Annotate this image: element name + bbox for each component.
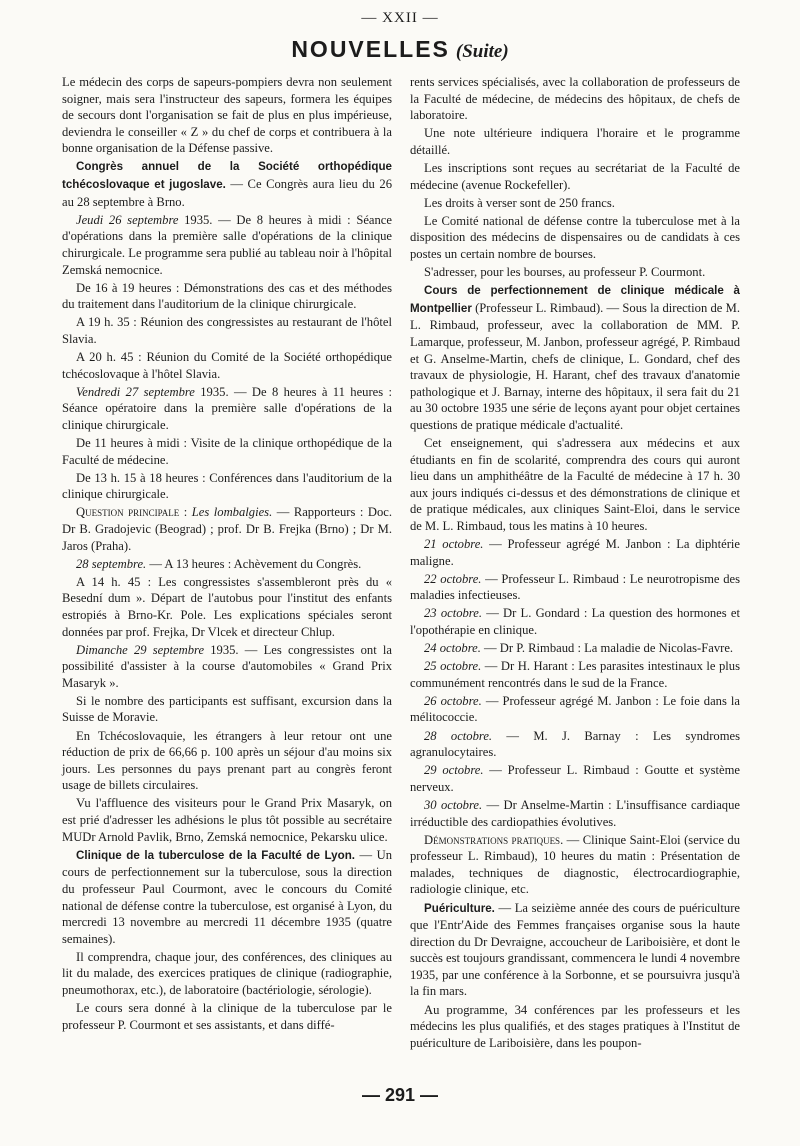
paragraph-text: Le médecin des corps de sapeurs-pompiers devra non seulement soigner, mais sera l'instructeur des sapeurs, formera les équipes de secours dont l'organisation se fait de plus en plus impérieuse, deviendra le conseiller « Z » du chef de corps et contribuera à la bonne organisation de la Défense passive. [62, 75, 392, 156]
schedule-text: 1935. — De 8 heures à 11 heures : Séance opératoire dans la première salle d'opérations de la clinique chirurgicale. [62, 384, 392, 432]
paragraph [410, 264, 740, 281]
news-item [62, 847, 392, 948]
paragraph [410, 213, 740, 263]
schedule-date: 26 octobre. [424, 693, 482, 708]
schedule-entry [62, 642, 392, 692]
paragraph [62, 693, 392, 726]
schedule-text: 1935. — Les congressistes ont la possibilité d'assister à la course d'automobiles « Grand Prix Masaryk ». [62, 642, 392, 690]
paragraph-text: A 19 h. 35 : Réunion des congressistes au restaurant de l'hôtel Slavia. [62, 315, 392, 346]
news-item [410, 900, 740, 1001]
schedule-entry [410, 762, 740, 795]
paragraph [62, 280, 392, 313]
schedule-entry [410, 571, 740, 604]
paragraph-text: Le Comité national de défense contre la tuberculose met à la disposition des médecins de dispensaires ou de candidats à ces postes un certain nombre de bourses. [410, 213, 740, 261]
news-item-text: — Ce Congrès aura lieu du 26 au 28 septembre à Brno. [62, 177, 392, 209]
paragraph [62, 728, 392, 794]
schedule-text: — Professeur agrégé M. Janbon : La diphtérie maligne. [410, 537, 740, 568]
schedule-entry [410, 658, 740, 691]
paragraph-text: En Tchécoslovaquie, les étrangers à leur retour ont une réduction de prix de 66,66 p. 100 après un séjour d'au moins six jours. Les personnes du pays prenant part au congrès feront usage de billets circulaires. [62, 728, 392, 793]
schedule-date: 25 octobre. [424, 659, 482, 674]
schedule-date: 29 octobre. [424, 763, 484, 778]
news-item-text: — Un cours de perfectionnement sur la tuberculose, sous la direction du professeur Paul Courmont, avec le concours du Comité national de défense contre la tuberculose, est organisé à Lyon, du mercredi 13 novembre au mercredi 11 décembre 1935 (quatre semaines). [62, 847, 392, 946]
news-item-heading: Cours de perfectionnement de clinique médicale à Montpellier [410, 284, 740, 315]
paragraph-text: Le cours sera donné à la clinique de la tuberculose par le professeur P. Courmont et ses assistants, et dans diffé- [62, 1001, 392, 1032]
schedule-date: 24 octobre. [424, 641, 481, 656]
news-item [410, 282, 740, 433]
continued-paragraph [62, 74, 392, 157]
paragraph [62, 470, 392, 503]
paragraph-text: — Clinique Saint-Eloi (service du professeur L. Rimbaud), 10 heures du matin : Présentation de malades, techniques de diagnostic, électrocardiographie, radiologie clinique, etc. [410, 832, 740, 897]
labelled-paragraph [62, 504, 392, 554]
news-item-heading: Puériculture. [424, 901, 495, 915]
schedule-date: 30 octobre. [424, 797, 483, 812]
schedule-text: — A 13 heures : Achèvement du Congrès. [146, 556, 362, 571]
paragraph [410, 125, 740, 158]
schedule-text: — Professeur L. Rimbaud : Le neurotropisme des maladies infectieuses. [410, 571, 740, 603]
paragraph-text: Une note ultérieure indiquera l'horaire et le programme détaillé. [410, 126, 740, 157]
paragraph-label: Question principale : [76, 505, 188, 520]
schedule-date: Vendredi 27 septembre [76, 384, 195, 399]
paragraph-text: — Rapporteurs : Doc. Dr B. Gradojevic (Beograd) ; prof. Dr B. Frejka (Brno) ; Dr M. Jaros (Praha). [62, 505, 393, 553]
right-column [410, 74, 740, 1053]
paragraph-text: Les inscriptions sont reçues au secrétariat de la Faculté de médecine (avenue Rockefeller). [410, 160, 740, 192]
continued-paragraph [410, 74, 740, 124]
schedule-text: — Dr H. Harant : Les parasites intestinaux le plus communément rencontrés dans le sud de la France. [410, 659, 740, 690]
paragraph-text: S'adresser, pour les bourses, au professeur P. Courmont. [424, 265, 706, 280]
schedule-date: 28 octobre. [424, 728, 493, 743]
paragraph [62, 349, 392, 382]
schedule-date: 22 octobre. [424, 571, 482, 586]
paragraph [62, 949, 392, 999]
paragraph-text: De 13 h. 15 à 18 heures : Conférences dans l'auditorium de la clinique chirurgicale. [62, 470, 392, 502]
paragraph [410, 435, 740, 535]
paragraph-text: De 16 à 19 heures : Démonstrations des cas et des méthodes du traitement dans l'auditorium de la clinique chirurgicale. [62, 280, 392, 312]
news-item-text: (Professeur L. Rimbaud). — Sous la direction de M. L. Rimbaud, professeur, avec la collaboration de MM. P. Lamarque, professeur, M. Janbon, professeur agrégé, P. Rimbaud et G. Anselme-Martin, chefs de clinique, L. Gondard, chef des travaux de physiologie, H. Harant, chef des travaux d'anatomie pathologique et J. Barnay, interne des hôpitaux, il sera fait du 21 au 30 octobre 1935 une série de leçons ayant pour objet certaines questions de pratique médicale d'actualité. [410, 300, 740, 432]
news-item [62, 158, 392, 210]
schedule-entry [410, 728, 740, 761]
paragraph-text: Au programme, 34 conférences par les professeurs et les médecins les plus qualifiés, et des stages pratiques à l'Institut de puériculture de Lariboisière, dans les poupon- [410, 1002, 740, 1050]
paragraph-text: Les droits à verser sont de 250 francs. [424, 195, 615, 210]
schedule-entry [410, 605, 740, 638]
schedule-date: 23 octobre. [424, 606, 482, 621]
schedule-text: 1935. — De 8 heures à midi : Séance d'opérations dans la première salle d'opérations de la clinique chirurgicale. Le programme sera publié au tableau noir à l'hôpital Zemská nemocnice. [62, 212, 392, 277]
paragraph-text: A 14 h. 45 : Les congressistes s'assembleront près du « Besední dum ». Départ de l'autobus pour l'institut des enfants estropiés à Brno-Kr. Pole. Les explications spéciales seront données par prof. Frejka, Dr Vlcek et directeur Chlup. [62, 574, 392, 639]
labelled-paragraph [410, 832, 740, 898]
news-item-heading: Congrès annuel de la Société orthopédique tchécoslovaque et jugoslave. [62, 160, 392, 192]
paragraph [62, 574, 392, 640]
section-header [0, 36, 800, 63]
schedule-entry [62, 556, 392, 573]
schedule-date: 21 octobre. [424, 537, 484, 552]
schedule-date: Jeudi 26 septembre [76, 212, 179, 227]
news-item-heading: Clinique de la tuberculose de la Faculté de Lyon. [76, 848, 356, 862]
paragraph-label: Démonstrations pratiques. [424, 832, 564, 847]
schedule-text: — Dr L. Gondard : La question des hormones et l'opothérapie en clinique. [410, 606, 740, 637]
schedule-date: Dimanche 29 septembre [76, 642, 205, 657]
paragraph [410, 195, 740, 212]
page-number: — 291 — [361, 1085, 439, 1105]
schedule-text: — Dr P. Rimbaud : La maladie de Nicolas-Favre. [480, 641, 734, 656]
paragraph-text: Vu l'affluence des visiteurs pour le Grand Prix Masaryk, on est prié d'adresser les adhésions le plus tôt possible au secrétaire MUDr Arnold Pavlik, Brno, Zemská nemocnice, Pekarsku ulice. [62, 796, 392, 844]
paragraph-text: Cet enseignement, qui s'adressera aux médecins et aux étudiants en fin de scolarité, comprendra des cours qui auront lieu dans un amphithéâtre de la Faculté de médecine à 17 h. 30 aux jours indiqués ci-dessus et des démonstrations de clinique et de pratique médicales, aux cliniques Saint-Eloi, dans le service de M. L. Rimbaud, tous les matins à 10 heures. [410, 435, 740, 533]
paragraph-text: rents services spécialisés, avec la collaboration de professeurs de la Faculté de médecine, de médecins des hôpitaux, de chefs de laboratoire. [410, 75, 740, 123]
paragraph-text: De 11 heures à midi : Visite de la clinique orthopédique de la Faculté de médecine. [62, 435, 392, 467]
schedule-entry [410, 693, 740, 726]
section-title: NOUVELLES [291, 36, 450, 62]
schedule-text: — M. J. Barnay : Les syndromes agranulocytaires. [410, 728, 740, 760]
paragraph [62, 435, 392, 468]
schedule-text: — Professeur agrégé M. Janbon : Le foie dans la mélitococcie. [410, 693, 740, 725]
left-column [62, 74, 392, 1035]
paragraph-text: Si le nombre des participants est suffisant, excursion dans la Suisse de Moravie. [62, 693, 392, 725]
paragraph-text: Il comprendra, chaque jour, des conférences, des cliniques au lit du malade, des exercices pratiques de clinique (radiographie, pneumothorax, etc.), de laboratoire (bactériologie, sérologie). [62, 949, 392, 997]
paragraph [62, 795, 392, 845]
schedule-text: — Professeur L. Rimbaud : Goutte et système nerveux. [410, 763, 740, 794]
paragraph [410, 160, 740, 193]
news-item-text: — La seizième année des cours de puériculture que l'Entr'Aide des Femmes françaises organise sous la haute direction du Dr Devraigne, accoucheur de Lariboisière, et dont le succès est toujours grandissant, commencera le lundi 4 novembre 1935, par une conférence à la Sorbonne, et se poursuivra jusqu'à la fin mars. [410, 900, 740, 999]
schedule-text: — Dr Anselme-Martin : L'insuffisance cardiaque irréductible des cardiopathies évolutives. [410, 797, 740, 829]
schedule-entry [410, 536, 740, 569]
schedule-entry [410, 640, 740, 657]
schedule-entry [62, 212, 392, 278]
paragraph-text: A 20 h. 45 : Réunion du Comité de la Société orthopédique tchécoslovaque à l'hôtel Slavia. [62, 350, 392, 381]
schedule-date: 28 septembre. [76, 556, 147, 571]
roman-page-number: — XXII — [361, 10, 439, 26]
paragraph [62, 1000, 392, 1033]
section-title-suite: (Suite) [455, 41, 509, 62]
paragraph-topic: Les lombalgies. [191, 505, 273, 520]
schedule-entry [62, 384, 392, 434]
schedule-entry [410, 797, 740, 830]
paragraph [62, 314, 392, 347]
paragraph [410, 1002, 740, 1052]
